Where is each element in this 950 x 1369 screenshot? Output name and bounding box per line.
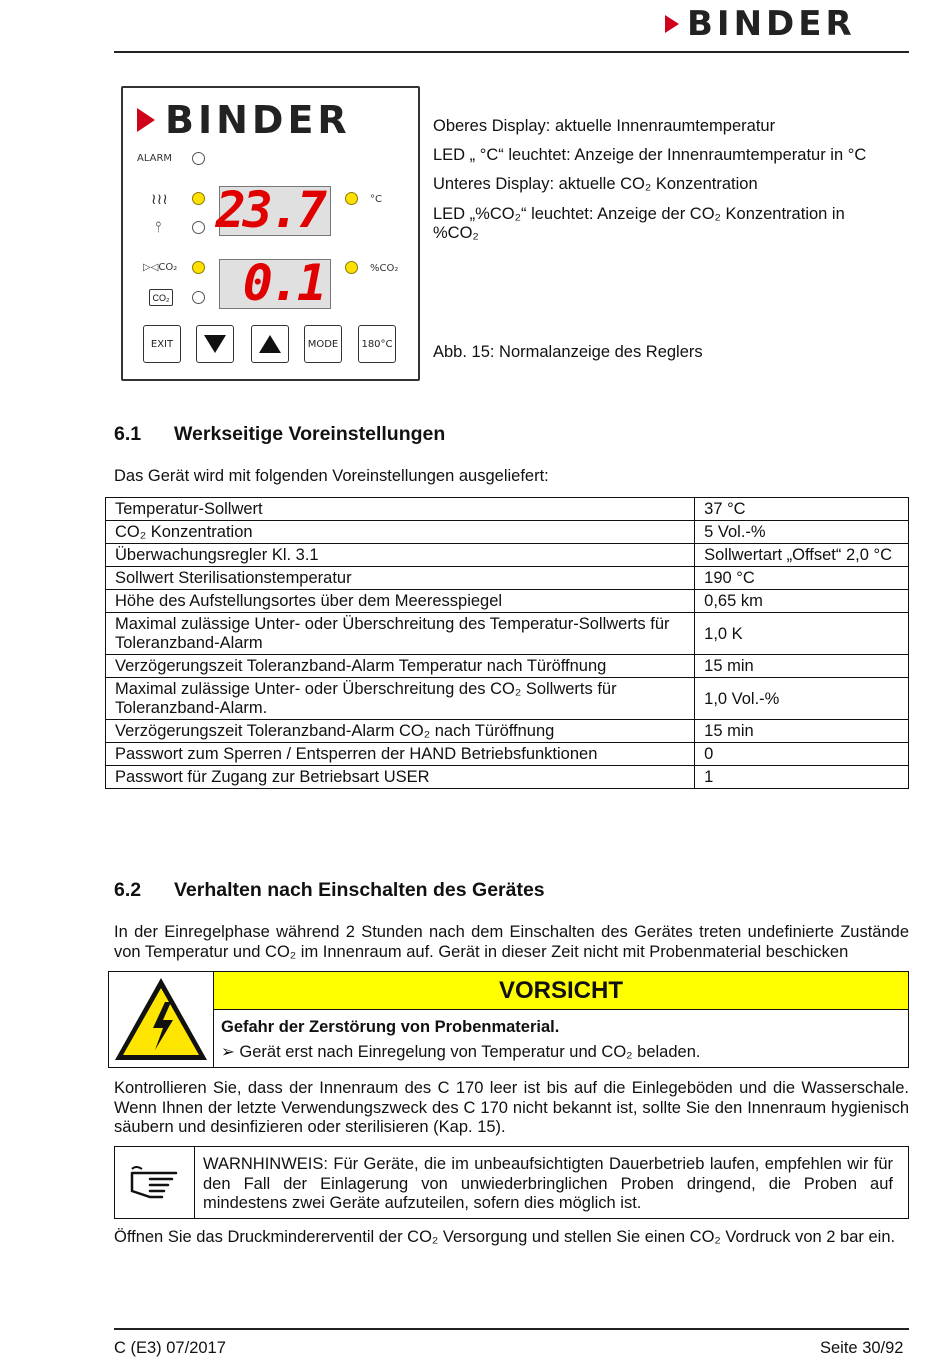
down-button[interactable]	[196, 325, 234, 363]
table-row	[106, 743, 909, 766]
setting-name: CO₂ Konzentration	[106, 521, 695, 544]
setting-value: 15 min	[695, 720, 909, 743]
upper-display-value: 23.7	[215, 181, 324, 239]
setting-name: Passwort für Zugang zur Betriebsart USER	[106, 766, 695, 789]
note-icon-cell	[115, 1147, 195, 1218]
door-led	[192, 221, 205, 234]
setting-name: Sollwert Sterilisationstemperatur	[106, 567, 695, 590]
setting-value: 1,0 Vol.-%	[695, 678, 909, 720]
panel-brand: BINDER	[165, 98, 351, 142]
co2-valve-led	[192, 261, 205, 274]
unit-co2-led	[345, 261, 358, 274]
section-6-2-para-3: Öffnen Sie das Druckmindererventil der CO₂ Versorgung und stellen Sie einen CO₂ Vordruck von 2 bar ein.	[114, 1228, 896, 1246]
table-row	[106, 567, 909, 590]
note-text: WARNHINWEIS: Für Geräte, die im unbeaufsichtigten Dauerbetrieb laufen, empfehlen wir für den Fall der Einlagerung von unwiederbringlichen Proben dringend, die Proben auf mindestens zwei Geräte aufzuteilen, sofern dies möglich ist.	[203, 1155, 893, 1212]
section-6-2-para-1: In der Einregelphase während 2 Stunden nach dem Einschalten des Gerätes treten undefinierte Zustände von Temperatur und CO₂ im Innenraum auf. Gerät in dieser Zeit nicht mit Probenmaterial beschicken	[114, 923, 909, 961]
panel-logo	[137, 98, 351, 142]
electric-hazard-icon	[109, 972, 214, 1067]
caution-line-1: Gefahr der Zerstörung von Probenmaterial.	[221, 1018, 560, 1036]
footer-page-number: Seite 30/92	[820, 1339, 904, 1357]
section-6-1-number: 6.1	[114, 423, 142, 445]
setting-value: 1,0 K	[695, 613, 909, 655]
unit-c-led	[345, 192, 358, 205]
alarm-label: ALARM	[137, 153, 173, 164]
setting-name: Verzögerungszeit Toleranzband-Alarm Temperatur nach Türöffnung	[106, 655, 695, 678]
caution-box	[108, 971, 909, 1068]
section-6-1-intro: Das Gerät wird mit folgenden Voreinstellungen ausgeliefert:	[114, 467, 549, 485]
footer-doc-id: C (E3) 07/2017	[114, 1339, 226, 1357]
co2-box-label: CO₂	[149, 289, 173, 306]
setting-value: 5 Vol.-%	[695, 521, 909, 544]
setting-name: Verzögerungszeit Toleranzband-Alarm CO₂ nach Türöffnung	[106, 720, 695, 743]
controller-panel	[121, 86, 420, 381]
section-6-2-title: Verhalten nach Einschalten des Gerätes	[174, 879, 545, 901]
up-button[interactable]	[251, 325, 289, 363]
table-row	[106, 720, 909, 743]
footer-rule	[114, 1328, 909, 1330]
note-box	[114, 1146, 909, 1219]
unit-c-label: °C	[370, 194, 382, 205]
mode-button[interactable]: MODE	[304, 325, 342, 363]
logo-triangle-icon	[665, 15, 679, 33]
setting-value: Sollwertart „Offset“ 2,0 °C	[695, 544, 909, 567]
section-6-2-heading	[114, 879, 545, 902]
table-row	[106, 521, 909, 544]
arrow-down-icon	[204, 335, 226, 353]
setting-value: 1	[695, 766, 909, 789]
arrow-up-icon	[259, 335, 281, 353]
table-row	[106, 544, 909, 567]
table-row	[106, 655, 909, 678]
lower-display-value: 0.1	[242, 254, 324, 312]
section-6-2-number: 6.2	[114, 879, 142, 901]
section-6-1-title: Werkseitige Voreinstellungen	[174, 423, 446, 445]
caution-line-2: ➢ Gerät erst nach Einregelung von Temperatur und CO₂ beladen.	[221, 1043, 701, 1061]
section-6-2-para-2: Kontrollieren Sie, dass der Innenraum des C 170 leer ist bis auf die Einlegeböden und die Wasserschale. Wenn Ihnen der letzte Verwendungszweck des C 170 nicht bekannt ist, sollte Sie den Innenraum hygienisch säubern und desinfizieren oder sterilisieren (Kap. 15).	[114, 1079, 909, 1136]
panel-logo-triangle-icon	[137, 108, 155, 132]
setting-value: 37 °C	[695, 498, 909, 521]
door-icon: ⫯	[155, 218, 162, 236]
caution-title: VORSICHT	[214, 972, 908, 1010]
setting-name: Höhe des Aufstellungsortes über dem Meeresspiegel	[106, 590, 695, 613]
co2-valve-label: ▷◁CO₂	[143, 262, 178, 273]
setting-value: 0	[695, 743, 909, 766]
setting-value: 15 min	[695, 655, 909, 678]
table-row	[106, 590, 909, 613]
table-row	[106, 498, 909, 521]
header-rule	[114, 51, 909, 53]
setting-value: 0,65 km	[695, 590, 909, 613]
setting-name: Passwort zum Sperren / Entsperren der HAND Betriebsfunktionen	[106, 743, 695, 766]
setting-name: Überwachungsregler Kl. 3.1	[106, 544, 695, 567]
figure-desc-4: LED „%CO₂“ leuchtet: Anzeige der CO₂ Konzentration in %CO₂	[433, 205, 845, 242]
table-row	[106, 766, 909, 789]
setting-name: Maximal zulässige Unter- oder Überschreitung des CO₂ Sollwerts für Toleranzband-Alarm.	[106, 678, 695, 720]
figure-caption: Abb. 15: Normalanzeige des Reglers	[433, 343, 703, 361]
sterilize-180-button[interactable]: 180°C	[358, 325, 396, 363]
table-row	[106, 613, 909, 655]
upper-display	[215, 181, 331, 239]
heating-led	[192, 192, 205, 205]
figure-desc-1: Oberes Display: aktuelle Innenraumtemperatur	[433, 117, 776, 135]
alarm-led	[192, 152, 205, 165]
header-logo	[665, 4, 856, 44]
header-brand: BINDER	[687, 4, 856, 44]
exit-button[interactable]: EXIT	[143, 325, 181, 363]
figure-desc-3: Unteres Display: aktuelle CO₂ Konzentration	[433, 175, 758, 193]
caution-icon-cell	[109, 972, 214, 1067]
pointing-hand-icon	[128, 1163, 182, 1203]
figure-desc-2: LED „ °C“ leuchtet: Anzeige der Innenraumtemperatur in °C	[433, 146, 867, 164]
unit-co2-label: %CO₂	[370, 263, 399, 274]
co2-box-led	[192, 291, 205, 304]
lower-display	[219, 254, 331, 312]
setting-value: 190 °C	[695, 567, 909, 590]
default-settings-table	[105, 497, 909, 789]
table-row	[106, 678, 909, 720]
section-6-1-heading	[114, 423, 445, 446]
heating-icon: ≀≀≀	[151, 190, 168, 208]
setting-name: Maximal zulässige Unter- oder Überschreitung des Temperatur-Sollwerts für Toleranzband-Alarm	[106, 613, 695, 655]
setting-name: Temperatur-Sollwert	[106, 498, 695, 521]
